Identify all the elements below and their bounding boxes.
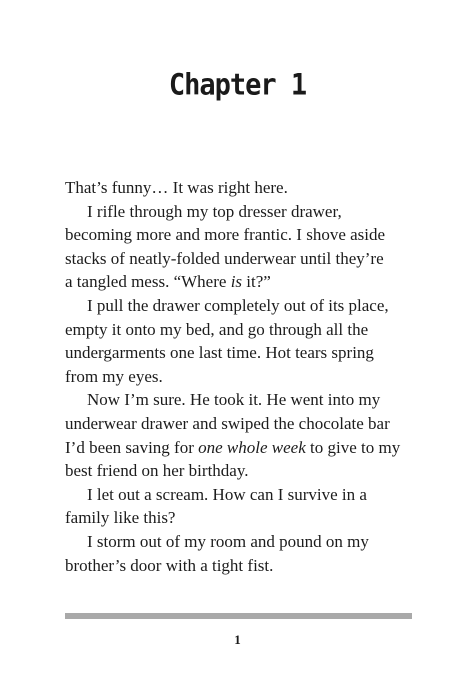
text-line — [65, 459, 415, 483]
italic-text: one whole week — [198, 437, 306, 457]
text-line — [65, 270, 415, 294]
text-segment: a tangled mess. “Where — [65, 272, 231, 292]
paragraph — [65, 483, 415, 530]
paragraph — [65, 294, 415, 388]
italic-text: is — [230, 272, 243, 292]
text-segment: brother’s door with a tight fist. — [65, 555, 274, 575]
text-segment: to give to my — [305, 437, 401, 457]
chapter-body-text — [65, 176, 415, 577]
text-segment: becoming more and more frantic. I shove aside — [65, 225, 386, 245]
text-segment: underwear drawer and swiped the chocolate bar — [65, 413, 390, 433]
text-line — [65, 530, 415, 554]
text-line — [65, 247, 415, 271]
text-segment: I rifle through my top dresser drawer, — [87, 201, 342, 221]
text-segment: it?” — [242, 272, 271, 292]
text-line — [65, 176, 415, 200]
paragraph — [65, 176, 415, 200]
page-number: 1 — [234, 632, 241, 647]
text-line — [65, 388, 415, 412]
chapter-title: Chapter 1 — [168, 68, 307, 103]
text-line — [65, 294, 415, 318]
text-segment: That’s funny… It was right here. — [65, 178, 288, 197]
text-segment: family like this? — [65, 508, 176, 528]
text-line — [65, 365, 415, 389]
text-segment: I pull the drawer completely out of its place, — [87, 295, 389, 315]
paragraph — [65, 530, 415, 577]
text-line — [65, 341, 415, 365]
text-line — [65, 506, 415, 530]
text-line — [65, 223, 415, 247]
footer-divider — [65, 613, 412, 619]
text-segment: empty it onto my bed, and go through all the — [65, 319, 369, 339]
paragraph — [65, 200, 415, 294]
text-segment: I storm out of my room and pound on my — [87, 531, 369, 551]
text-line — [65, 200, 415, 224]
text-line — [65, 318, 415, 342]
text-segment: I let out a scream. How can I survive in a — [87, 484, 367, 504]
text-line — [65, 436, 415, 460]
text-segment: from my eyes. — [65, 366, 163, 386]
text-line — [65, 412, 415, 436]
paragraph — [65, 388, 415, 482]
text-line — [65, 483, 415, 507]
text-segment: undergarments one last time. Hot tears spring — [65, 343, 374, 363]
text-segment: stacks of neatly-folded underwear until they’re — [65, 248, 384, 268]
text-line — [65, 554, 415, 578]
text-segment: best friend on her birthday. — [65, 461, 249, 481]
text-segment: I’d been saving for — [65, 437, 199, 457]
text-segment: Now I’m sure. He took it. He went into my — [87, 390, 381, 410]
